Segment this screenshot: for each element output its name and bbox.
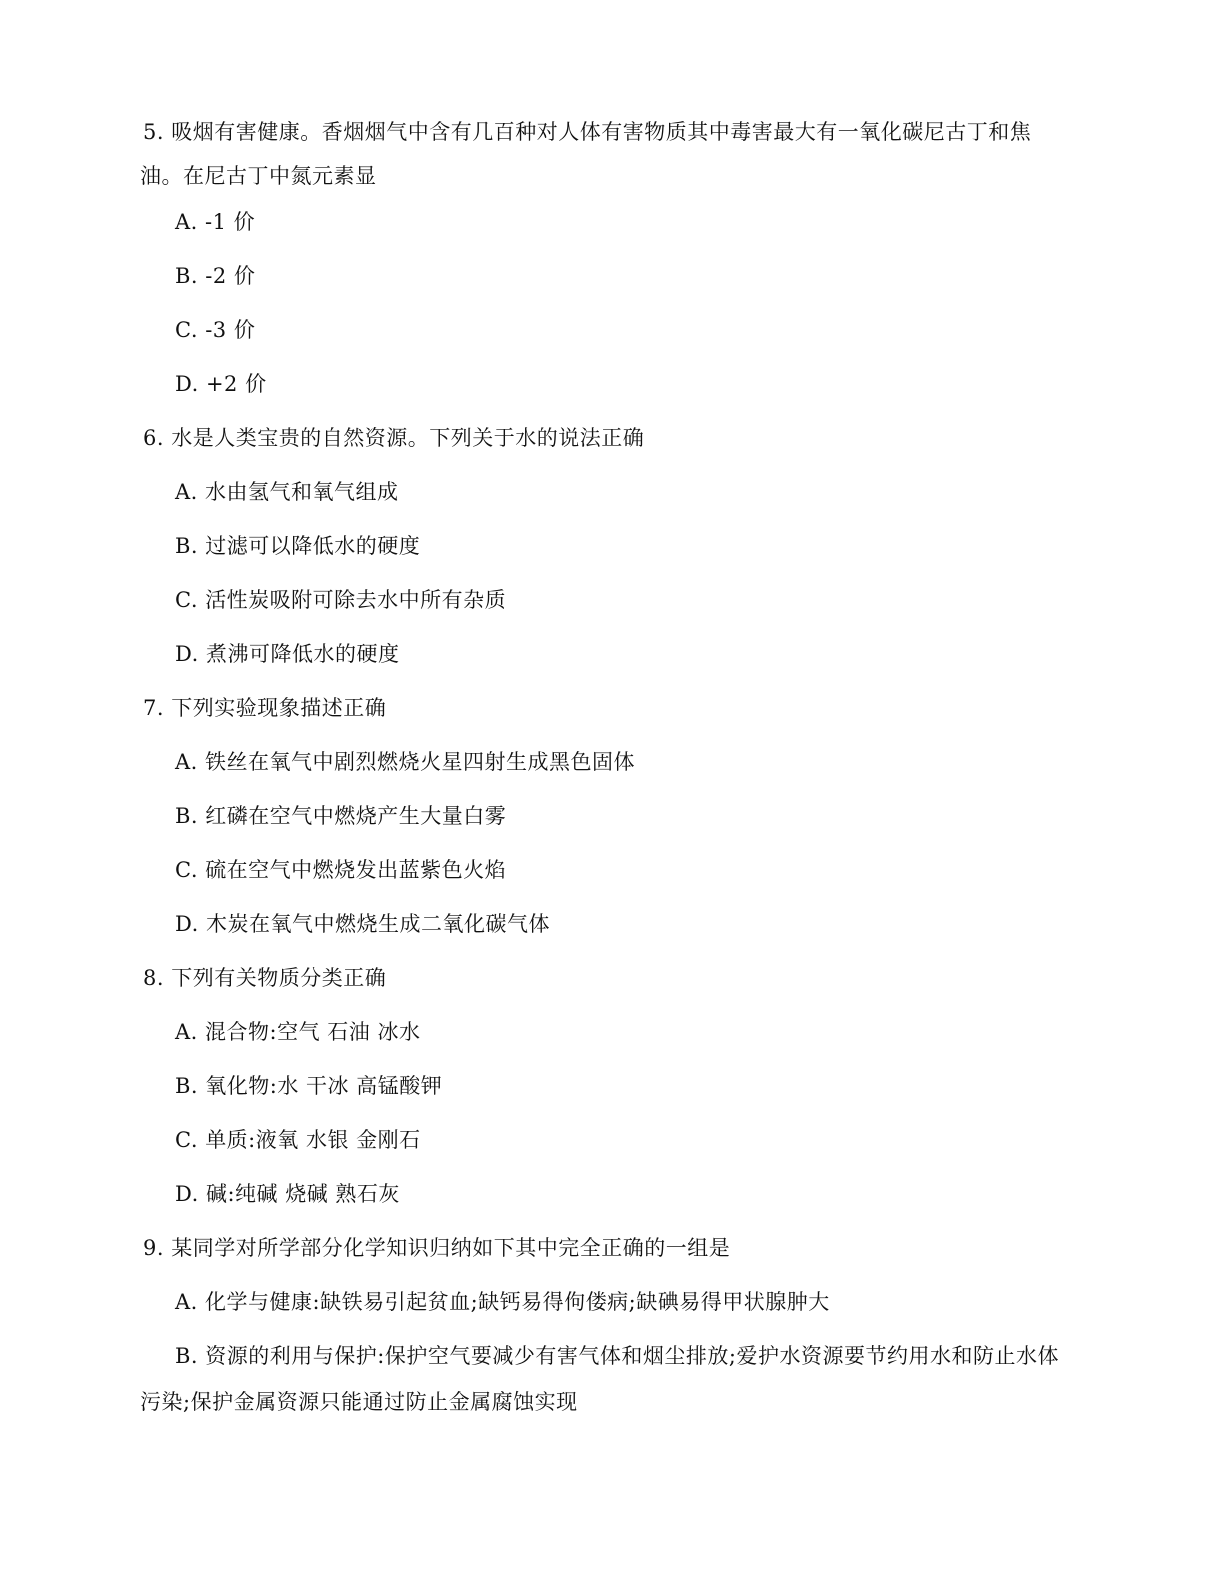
question-6-option-b	[175, 532, 420, 560]
option-text: 木炭在氧气中燃烧生成二氧化碳气体	[205, 912, 550, 936]
option-letter: C.	[175, 858, 198, 882]
question-7-option-a	[175, 748, 635, 776]
question-number: 6.	[143, 426, 165, 450]
question-stem-text: 某同学对所学部分化学知识归纳如下其中完全正确的一组是	[171, 1236, 731, 1260]
option-letter: A.	[175, 1020, 198, 1044]
question-5-stem-line-2: 油。在尼古丁中氮元素显	[140, 164, 377, 188]
option-letter: B.	[175, 804, 199, 828]
option-text: -1 价	[205, 210, 256, 234]
option-letter: A.	[175, 750, 198, 774]
option-text: 硫在空气中燃烧发出蓝紫色火焰	[205, 858, 507, 882]
option-letter: A.	[175, 480, 198, 504]
question-5-option-c	[175, 316, 255, 344]
option-letter: D.	[175, 372, 199, 396]
question-6-option-a	[175, 478, 399, 506]
question-stem-text: 下列实验现象描述正确	[171, 696, 387, 720]
option-text: 碱:纯碱 烧碱 熟石灰	[205, 1182, 400, 1206]
question-8-stem	[143, 964, 386, 992]
question-8-option-a	[175, 1018, 420, 1046]
option-letter: D.	[175, 912, 199, 936]
question-9-option-b	[175, 1342, 1059, 1370]
question-number: 7.	[143, 696, 165, 720]
option-text: -3 价	[205, 318, 256, 342]
question-8-option-b	[175, 1072, 442, 1100]
question-9-option-b-continuation: 污染;保护金属资源只能通过防止金属腐蚀实现	[140, 1390, 578, 1414]
question-8-option-d	[175, 1180, 400, 1208]
question-5-stem-line-1	[143, 118, 1031, 146]
question-8-option-c	[175, 1126, 421, 1154]
option-text: 红磷在空气中燃烧产生大量白雾	[205, 804, 507, 828]
question-5-option-b	[175, 262, 255, 290]
question-7-option-b	[175, 802, 506, 830]
question-number: 5.	[143, 120, 165, 144]
option-text: 活性炭吸附可除去水中所有杂质	[205, 588, 507, 612]
option-text: 资源的利用与保护:保护空气要减少有害气体和烟尘排放;爱护水资源要节约用水和防止水体	[205, 1344, 1059, 1368]
option-letter: B.	[175, 1344, 199, 1368]
question-number: 9.	[143, 1236, 165, 1260]
option-text: 铁丝在氧气中剧烈燃烧火星四射生成黑色固体	[205, 750, 636, 774]
question-6-option-c	[175, 586, 506, 614]
question-5-option-d	[175, 370, 267, 398]
option-text: -2 价	[205, 264, 256, 288]
question-stem-text: 水是人类宝贵的自然资源。下列关于水的说法正确	[171, 426, 645, 450]
option-text: 煮沸可降低水的硬度	[205, 642, 400, 666]
option-letter: A.	[175, 210, 198, 234]
option-letter: B.	[175, 534, 199, 558]
question-7-option-d	[175, 910, 550, 938]
option-letter: C.	[175, 588, 198, 612]
question-6-stem	[143, 424, 644, 452]
question-stem-text: 下列有关物质分类正确	[171, 966, 387, 990]
option-text: 单质:液氧 水银 金刚石	[205, 1128, 421, 1152]
question-6-option-d	[175, 640, 399, 668]
question-5-option-a	[175, 208, 255, 236]
question-9-stem	[143, 1234, 730, 1262]
question-stem-text: 吸烟有害健康。香烟烟气中含有几百种对人体有害物质其中毒害最大有一氧化碳尼古丁和焦	[171, 120, 1032, 144]
option-text: 化学与健康:缺铁易引起贫血;缺钙易得佝偻病;缺碘易得甲状腺肿大	[205, 1290, 830, 1314]
option-text: 混合物:空气 石油 冰水	[205, 1020, 421, 1044]
option-text: 水由氢气和氧气组成	[205, 480, 399, 504]
option-letter: B.	[175, 264, 199, 288]
option-letter: B.	[175, 1074, 199, 1098]
option-text: +2 价	[205, 372, 267, 396]
question-7-option-c	[175, 856, 506, 884]
option-letter: D.	[175, 642, 199, 666]
option-letter: D.	[175, 1182, 199, 1206]
question-9-option-a	[175, 1288, 830, 1316]
option-letter: C.	[175, 318, 198, 342]
question-number: 8.	[143, 966, 165, 990]
question-7-stem	[143, 694, 386, 722]
option-text: 过滤可以降低水的硬度	[205, 534, 421, 558]
option-letter: C.	[175, 1128, 198, 1152]
option-text: 氧化物:水 干冰 高锰酸钾	[205, 1074, 443, 1098]
option-letter: A.	[175, 1290, 198, 1314]
